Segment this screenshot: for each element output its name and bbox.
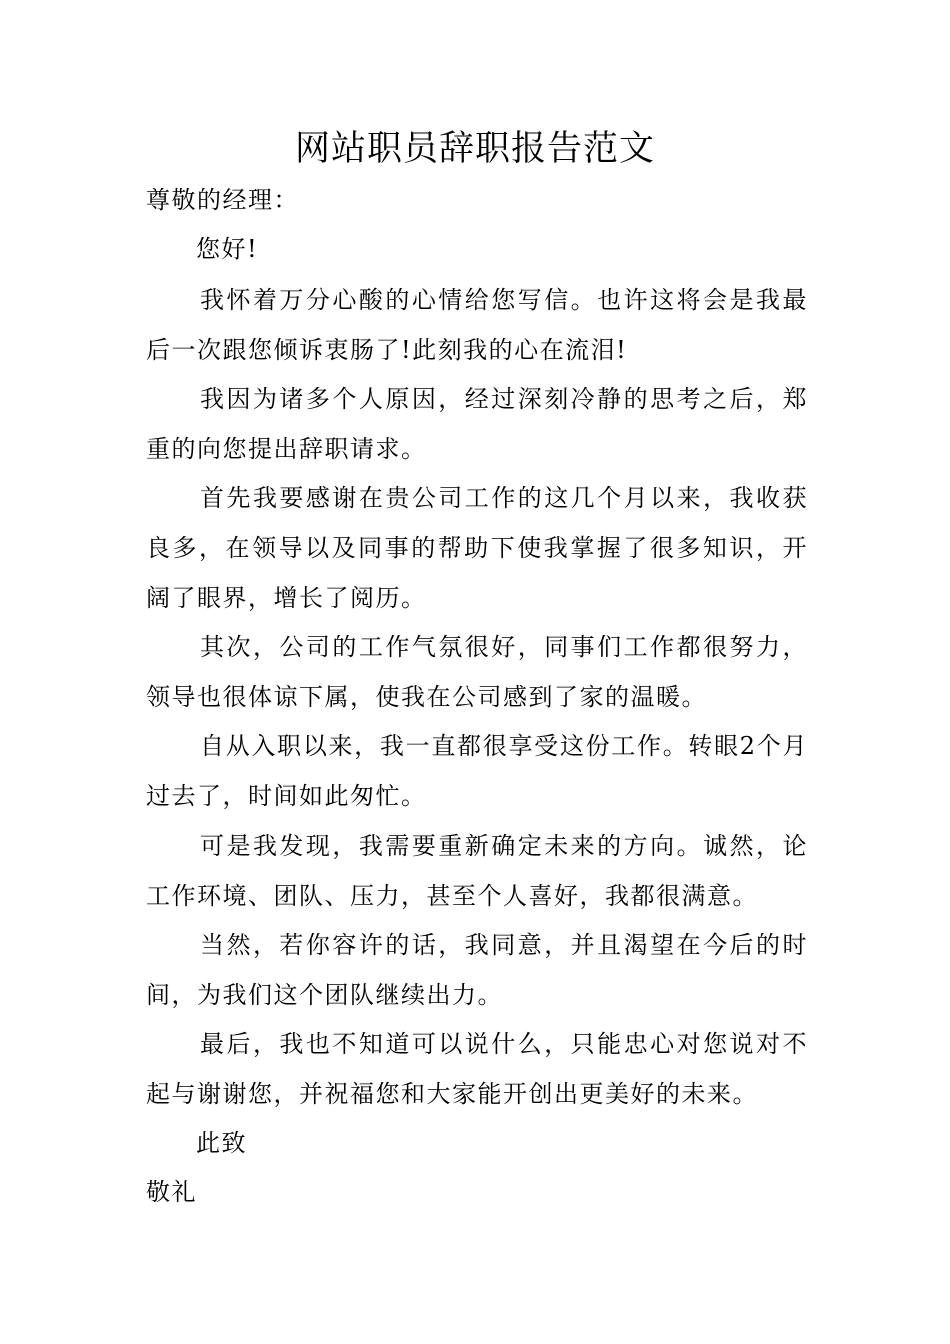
paragraph-7: 当然，若你容许的话，我同意，并且渴望在今后的时间，为我们这个团队继续出力。 <box>146 931 808 1009</box>
closing-jing-li: 敬礼 <box>146 1178 197 1206</box>
paragraph-6: 可是我发现，我需要重新确定未来的方向。诚然，论工作环境、团队、压力，甚至个人喜好，我都很满意。 <box>146 832 808 910</box>
paragraph-8: 最后，我也不知道可以说什么，只能忠心对您说对不起与谢谢您，并祝福您和大家能开创出更美好的未来。 <box>146 1030 808 1108</box>
greeting: 您好! <box>196 235 259 263</box>
paragraph-5: 自从入职以来，我一直都很享受这份工作。转眼2个月过去了，时间如此匆忙。 <box>146 732 808 810</box>
paragraph-2: 我因为诸多个人原因，经过深刻冷静的思考之后，郑重的向您提出辞职请求。 <box>146 385 808 463</box>
paragraph-1: 我怀着万分心酸的心情给您写信。也许这将会是我最后一次跟您倾诉衷肠了!此刻我的心在流泪! <box>146 286 808 364</box>
closing-ci-zhi: 此致 <box>196 1129 247 1157</box>
paragraph-4: 其次，公司的工作气氛很好，同事们工作都很努力，领导也很体谅下属，使我在公司感到了家的温暖。 <box>146 633 808 711</box>
salutation: 尊敬的经理： <box>146 186 299 214</box>
paragraph-3: 首先我要感谢在贵公司工作的这几个月以来，我收获良多，在领导以及同事的帮助下使我掌握了很多知识，开阔了眼界，增长了阅历。 <box>146 484 808 612</box>
document-title: 网站职员辞职报告范文 <box>294 129 655 169</box>
